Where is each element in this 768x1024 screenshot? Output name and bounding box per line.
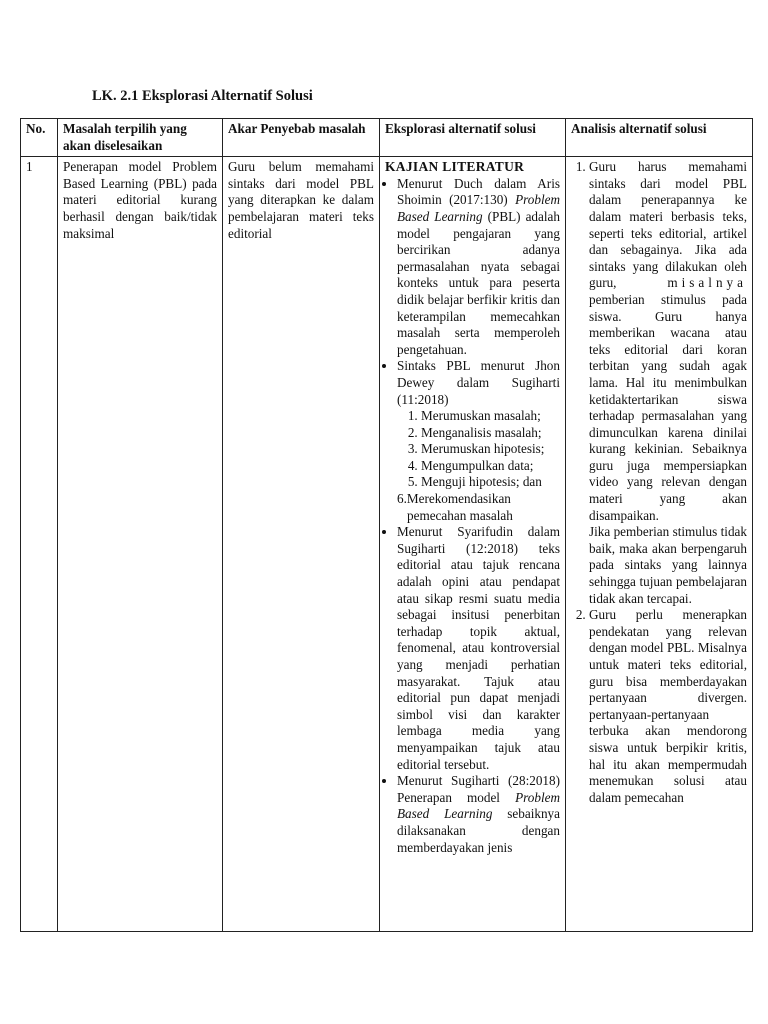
sintaks-step: 2. Menganalisis masalah; xyxy=(421,425,560,442)
cell-akar: Guru belum memahami sintaks dari model PBL yang diterapkan ke dalam pembelajaran materi teks editorial xyxy=(223,157,380,932)
header-no: No. xyxy=(21,119,58,157)
header-masalah: Masalah terpilih yang akan diselesaikan xyxy=(58,119,223,157)
literature-item: • Menurut Sugiharti (28:2018) Penerapan model Problem Based Learning sebaiknya dilaksanakan dengan memberdayakan jenis xyxy=(397,773,560,856)
literature-item: • Sintaks PBL menurut Jhon Dewey dalam Sugiharti (11:2018) 1. Merumuskan masalah; 2. Menganalisis masalah; 3. Merumuskan hipotesis; 4. Mengumpulkan data; 5. Menguji hipotesis; dan 6.Merekomendasikan pemecahan masalah xyxy=(397,358,560,524)
sintaks-step: 3. Merumuskan hipotesis; xyxy=(421,441,560,458)
cell-masalah: Penerapan model Problem Based Learning (PBL) pada materi editorial kurang berhasil dengan baik/tidak maksimal xyxy=(58,157,223,932)
sintaks-step: 5. Menguji hipotesis; dan xyxy=(421,474,560,491)
analysis-item: 1. Guru harus memahami sintaks dari model PBL dalam penerapannya ke dalam materi berbasis teks, seperti teks editorial, artikel dan sebagainya. Jika ada sintaks yang dilakukan oleh guru, misalnya pemberian stimulus pada siswa. Guru hanya memberikan wacana atau teks editorial dari koran terbitan yang sudah agak lama. Hal itu menimbulkan ketidaktertarikan siswa terhadap permasalahan yang dimunculkan karena dinilai kurang kekinian. Sebaiknya guru juga mempersiapkan video yang relevan dengan materi yang akan disampaikan. Jika pemberian stimulus tidak baik, maka akan berpengaruh pada sintaks yang lainnya sehingga tujuan pembelajaran tidak akan tercapai. xyxy=(589,159,747,607)
cell-eksplorasi xyxy=(380,157,566,932)
page-title: LK. 2.1 Eksplorasi Alternatif Solusi xyxy=(92,88,313,104)
analysis-item: 2. Guru perlu menerapkan pendekatan yang relevan dengan model PBL. Misalnya untuk materi teks editorial, guru bisa memberdayakan pertanyaan divergen. pertanyaan-pertanyaan terbuka akan mendorong siswa untuk berpikir kritis, hal itu akan mempermudah menemukan solusi atau dalam pemecahan xyxy=(589,607,747,806)
analysis-list xyxy=(571,159,747,806)
sintaks-step: 4. Mengumpulkan data; xyxy=(421,458,560,475)
literature-item: • Menurut Duch dalam Aris Shoimin (2017:130) Problem Based Learning (PBL) adalah model pengajaran yang bercirikan adanya permasalahan nyata sebagai konteks untuk para peserta didik belajar berfikir kritis dan keterampilan memecahkan masalah serta memperoleh pengetahuan. xyxy=(397,176,560,359)
kajian-heading: KAJIAN LITERATUR xyxy=(385,159,525,175)
solution-table xyxy=(20,118,753,932)
sintaks-step-6: 6.Merekomendasikan xyxy=(397,491,511,507)
analysis-item-note: Jika pemberian stimulus tidak baik, maka akan berpengaruh pada sintaks yang lainnya sehingga tujuan pembelajaran tidak akan tercapai. xyxy=(589,524,747,606)
header-eksplorasi: Eksplorasi alternatif solusi xyxy=(380,119,566,157)
sintaks-step: 1. Merumuskan masalah; xyxy=(421,408,560,425)
sintaks-list xyxy=(397,408,560,491)
cell-analisis xyxy=(566,157,753,932)
header-row xyxy=(21,119,753,157)
literature-item: • Menurut Syarifudin dalam Sugiharti (12:2018) teks editorial atau tajuk rencana adalah opini atau pendapat atau sikap resmi suatu media sebagai insitusi penerbitan terhadap topik aktual, fenomenal, atau kontroversial yang menjadi perhatian masyarakat. Tajuk atau editorial pun dapat menjadi simbol visi dan karakter lembaga media yang menyampaikan tajuk atau editorial tersebut. xyxy=(397,524,560,773)
header-analisis: Analisis alternatif solusi xyxy=(566,119,753,157)
literature-list xyxy=(385,176,560,856)
table-row xyxy=(21,157,753,932)
cell-no: 1 xyxy=(21,157,58,932)
header-akar: Akar Penyebab masalah xyxy=(223,119,380,157)
sintaks-step-6-cont: pemecahan masalah xyxy=(407,507,513,523)
